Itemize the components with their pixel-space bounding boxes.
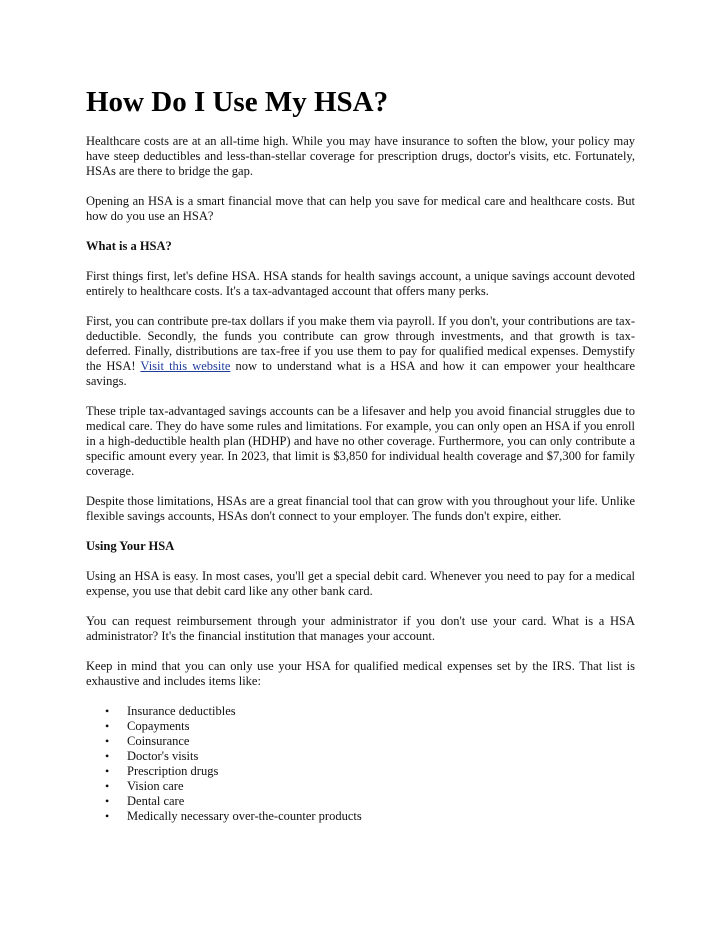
- section2-paragraph-1: Using an HSA is easy. In most cases, you'll get a special debit card. Whenever you need to pay for a medical expense, you use that debit card like any other bank card.: [86, 569, 635, 598]
- bullet-icon: •: [105, 704, 110, 718]
- bullet-icon: •: [105, 719, 110, 733]
- list-item: • Medically necessary over-the-counter products: [105, 809, 362, 823]
- page-title: How Do I Use My HSA?: [86, 86, 389, 118]
- intro-paragraph-2: Opening an HSA is a smart financial move that can help you save for medical care and healthcare costs. But how do you use an HSA?: [86, 194, 635, 223]
- qualified-expenses-list: [86, 704, 635, 824]
- bullet-icon: •: [105, 794, 110, 808]
- document-page: [86, 84, 635, 824]
- section-heading-using-your-hsa: Using Your HSA: [86, 539, 175, 553]
- list-item: • Doctor's visits: [105, 749, 199, 763]
- list-item: • Coinsurance: [105, 734, 190, 748]
- section2-paragraph-2: You can request reimbursement through your administrator if you don't use your card. What is a HSA administrator? It's the financial institution that manages your account.: [86, 614, 635, 643]
- visit-website-link[interactable]: Visit this website: [140, 359, 231, 373]
- intro-paragraph-1: Healthcare costs are at an all-time high. While you may have insurance to soften the blow, your policy may have steep deductibles and less-than-stellar coverage for prescription drugs, doctor's visits, etc. Fortunately, HSAs are there to bridge the gap.: [86, 134, 635, 178]
- section1-paragraph-2-text-before: First, you can contribute pre-tax dollars if you make them via payroll. If you don't, your contributions are tax-deductible. Secondly, the funds you contribute can grow through investments, and that growth is tax-deferred. Finally, distributions are tax-free if you use them to pay for qualified medical expenses. Demystify the HSA!: [86, 314, 635, 373]
- section1-paragraph-3: These triple tax-advantaged savings accounts can be a lifesaver and help you avoid financial struggles due to medical care. They do have some rules and limitations. For example, you can only open an HSA if you enroll in a high-deductible health plan (HDHP) and have no other coverage. Furthermore, you can only contribute a specific amount every year. In 2023, that limit is $3,850 for individual health coverage and $7,300 for family coverage.: [86, 404, 635, 478]
- list-item: • Vision care: [105, 779, 184, 793]
- section1-paragraph-4: Despite those limitations, HSAs are a great financial tool that can grow with you throughout your life. Unlike flexible savings accounts, HSAs don't connect to your employer. The funds don't expire, either.: [86, 494, 635, 523]
- bullet-icon: •: [105, 809, 110, 823]
- list-item: • Insurance deductibles: [105, 704, 236, 718]
- bullet-icon: •: [105, 749, 110, 763]
- section2-paragraph-3: Keep in mind that you can only use your HSA for qualified medical expenses set by the IRS. That list is exhaustive and includes items like:: [86, 659, 635, 688]
- bullet-icon: •: [105, 764, 110, 778]
- list-item: • Copayments: [105, 719, 190, 733]
- section1-paragraph-2: [86, 314, 635, 389]
- list-item: • Prescription drugs: [105, 764, 219, 778]
- section-heading-what-is-hsa: What is a HSA?: [86, 239, 172, 253]
- section1-paragraph-1: First things first, let's define HSA. HSA stands for health savings account, a unique savings account devoted entirely to healthcare costs. It's a tax-advantaged account that offers many perks.: [86, 269, 635, 298]
- bullet-icon: •: [105, 734, 110, 748]
- list-item: • Dental care: [105, 794, 185, 808]
- section1-paragraph-2-text-after: now to understand what is a HSA and how it can empower your healthcare savings.: [86, 359, 636, 388]
- bullet-icon: •: [105, 779, 110, 793]
